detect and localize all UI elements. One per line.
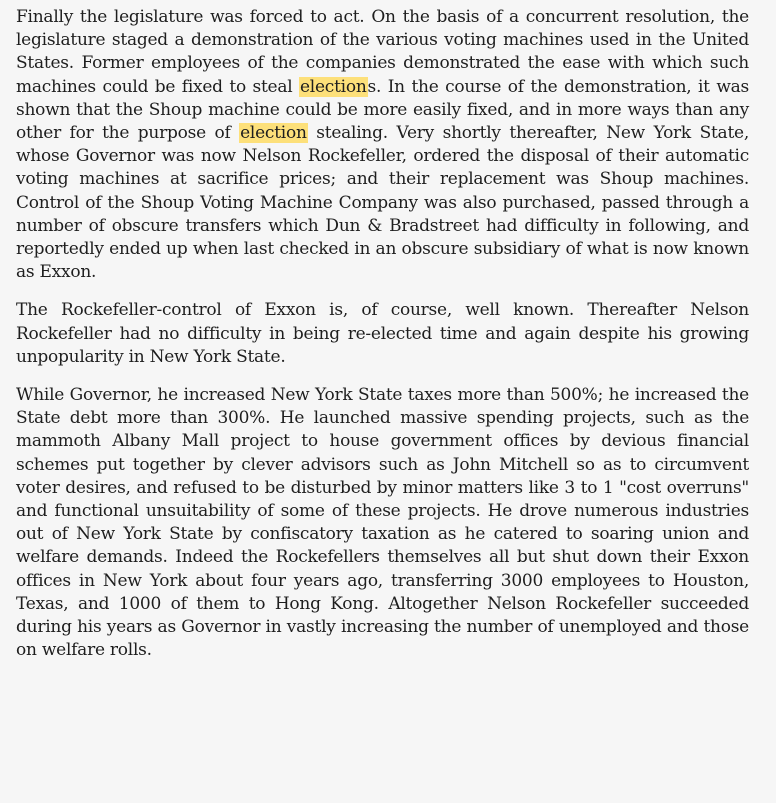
- paragraph-1-text-a: Finally the legislature was forced to act. On the basis of a concurrent resolution, the legislature staged a demonstration of the various voting machines used in the United States. Former employees of the companies demonstrated the ease with which such machines could be fixed to steal: [16, 7, 749, 97]
- paragraph-1-text-b: s. In the course of the demonstration, it was shown that the Shoup machine could be more easily fixed, and in more ways than any other for the purpose of: [16, 76, 749, 144]
- paragraph-2: The Rockefeller-control of Exxon is, of course, well known. Thereafter Nelson Rockefeller had no difficulty in being re-elected time and again despite his growing unpopularity in New York State.: [16, 300, 749, 367]
- paragraph-1: [16, 6, 749, 284]
- highlighted-term-election-2: election: [240, 123, 307, 144]
- paragraph-1-text-c: stealing. Very shortly thereafter, New York State, whose Governor was now Nelson Rockefeller, ordered the disposal of their automatic voting machines at sacrifice prices; and their replacement was Shoup machines. Control of the Shoup Voting Machine Company was also purchased, passed through a number of obscure transfers which Dun & Bradstreet had difficulty in following, and reportedly ended up when last checked in an obscure subsidiary of what is now known as Exxon.: [16, 123, 749, 283]
- highlighted-term-election-1: election: [300, 76, 367, 97]
- paragraph-3: While Governor, he increased New York State taxes more than 500%; he increased the State debt more than 300%. He launched massive spending projects, such as the mammoth Albany Mall project to house government offices by devious financial schemes put together by clever advisors such as John Mitchell so as to circumvent voter desires, and refused to be disturbed by minor matters like 3 to 1 "cost overruns" and functional unsuitability of some of these projects. He drove numerous industries out of New York State by confiscatory taxation as he catered to soaring union and welfare demands. Indeed the Rockefellers themselves all but shut down their Exxon offices in New York about four years ago, transferring 3000 employees to Houston, Texas, and 1000 of them to Hong Kong. Altogether Nelson Rockefeller succeeded during his years as Governor in vastly increasing the number of unemployed and those on welfare rolls.: [16, 385, 749, 661]
